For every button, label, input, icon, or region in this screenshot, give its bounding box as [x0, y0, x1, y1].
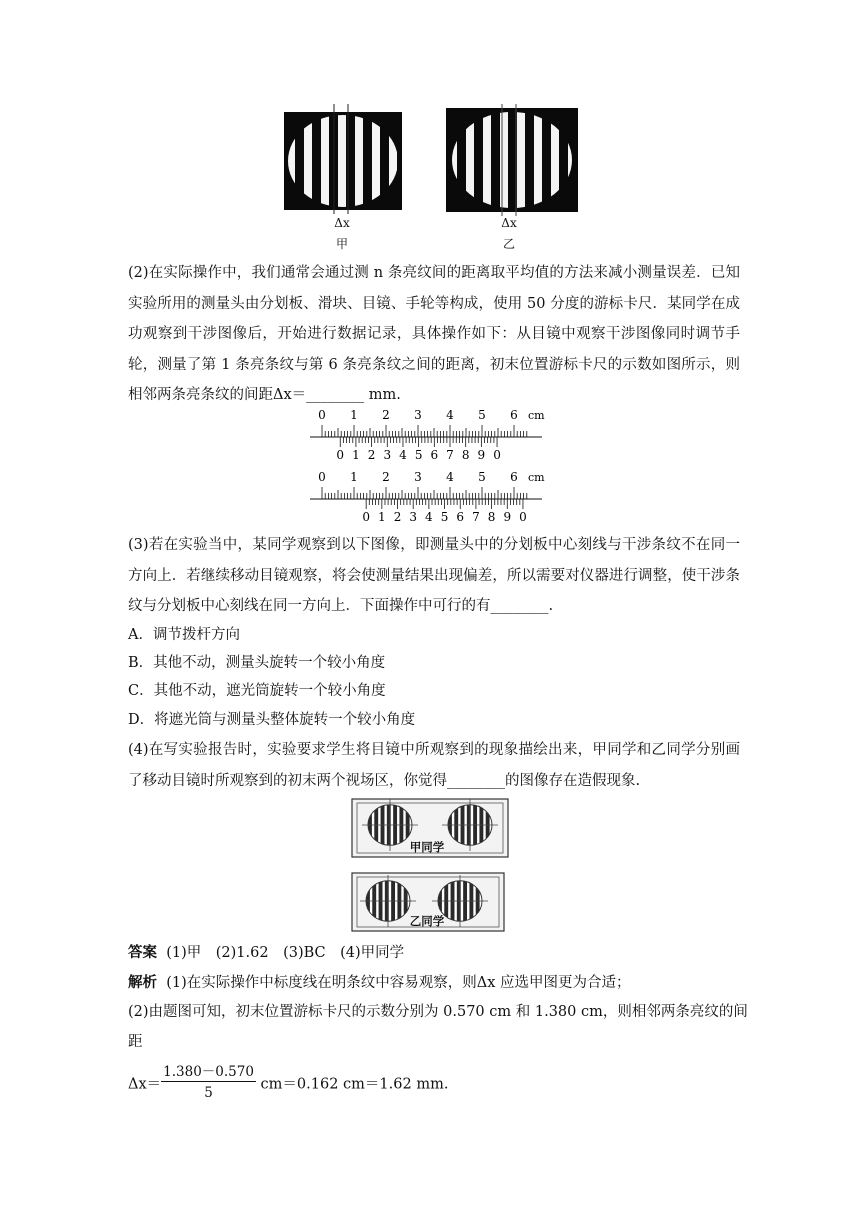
vernier-scale-number: 8	[487, 510, 496, 524]
analysis-line-1	[128, 968, 631, 998]
fringe-figure	[284, 104, 584, 254]
main-scale-number: 6	[510, 470, 518, 484]
main-scale-number: 2	[382, 408, 390, 422]
analysis-text-1: (1)在实际操作中标度线在明条纹中容易观察，则Δx 应选甲图更为合适；	[166, 975, 631, 991]
vernier-scale-number: 4	[399, 448, 407, 462]
analysis-line-2: (2)由题图可知，初末位置游标卡尺的示数分别为 0.570 cm 和 1.380 cm，则相邻两条亮纹的间	[128, 1004, 748, 1020]
caliper-scale-1	[310, 408, 545, 462]
option-c: C．其他不动，遮光筒旋转一个较小角度	[128, 683, 386, 699]
vernier-scale-number: 7	[472, 510, 480, 524]
main-scale-number: 1	[350, 408, 358, 422]
main-scale-number: 4	[446, 470, 454, 484]
main-scale-number: 1	[350, 470, 358, 484]
fringe-image-left	[284, 104, 402, 214]
vernier-scale-number: 7	[446, 448, 454, 462]
main-scale-number: 3	[414, 470, 422, 484]
vernier-scale-number: 3	[409, 510, 418, 524]
vernier-scale-number: 4	[425, 510, 433, 524]
vernier-scale-number: 0	[493, 448, 501, 462]
student-a-label: 甲同学	[409, 840, 445, 854]
main-scale-unit: cm	[528, 409, 545, 422]
vernier-scale-number: 1	[352, 448, 360, 462]
answer-label: 答案	[128, 944, 157, 961]
main-scale-number: 2	[382, 470, 390, 484]
question-4-text: (4)在写实验报告时，实验要求学生将目镜中所观察到的现象描绘出来，甲同学和乙同学分别画了移动目镜时所观察到的初末两个视场区，你觉得________的图像存在造假现象.	[128, 742, 740, 789]
vernier-scale-number: 8	[461, 448, 470, 462]
option-b: B．其他不动，测量头旋转一个较小角度	[128, 655, 386, 671]
question-2-text: (2)在实际操作中，我们通常会通过测 n 条亮纹间的距离取平均值的方法来减小测量误差．已知实验所用的测量头由分划板、滑块、目镜、手轮等构成，使用 50 分度的游标卡尺．某同学在成功观察到干涉图像后，开始进行数据记录，具体操作如下：从目镜中观察干涉图像同时调节手轮，测量了第 1 条亮条纹与第 6 条亮条纹之间的距离，初末位置游标卡尺的示数如图所示，则相邻两条亮条纹的间距Δx＝________ mm.	[128, 265, 740, 403]
vernier-scale-number: 0	[336, 448, 345, 462]
eq-lhs: Δx＝	[128, 1076, 162, 1093]
vernier-scale-number: 6	[430, 448, 439, 462]
option-a: A．调节拨杆方向	[128, 627, 240, 643]
vernier-scale-number: 0	[519, 510, 527, 524]
eq-fraction	[161, 1063, 256, 1104]
caliper-figure	[310, 405, 560, 525]
vernier-scale-number: 6	[456, 510, 465, 524]
main-scale-number: 0	[318, 470, 326, 484]
answer-line	[128, 938, 404, 968]
eq-numerator: 1.380－0.570	[163, 1064, 254, 1080]
main-scale-number: 6	[510, 408, 518, 422]
vernier-scale-number: 1	[378, 510, 386, 524]
option-d: D．将遮光筒与测量头整体旋转一个较小角度	[128, 712, 416, 728]
vernier-scale-number: 2	[393, 510, 402, 524]
analysis-equation	[128, 1064, 448, 1105]
answer-text: (1)甲 (2)1.62 (3)BC (4)甲同学	[166, 945, 405, 961]
main-scale-unit: cm	[528, 471, 545, 484]
vernier-scale-number: 2	[367, 448, 376, 462]
eq-denominator: 5	[204, 1085, 213, 1101]
main-scale-number: 5	[478, 470, 486, 484]
fig1-dx-left: Δx	[334, 216, 350, 230]
main-scale-number: 4	[446, 408, 454, 422]
vernier-scale-number: 5	[440, 510, 449, 524]
main-scale-number: 0	[318, 408, 326, 422]
analysis-line-3: 距	[128, 1034, 143, 1050]
caliper-readings	[310, 405, 560, 525]
caliper-scale-2	[310, 470, 545, 524]
students-figure	[350, 797, 510, 935]
eq-rhs: cm＝0.162 cm＝1.62 mm.	[255, 1076, 449, 1093]
main-scale-number: 5	[478, 408, 486, 422]
analysis-label: 解析	[128, 974, 157, 991]
vernier-scale-number: 3	[383, 448, 392, 462]
fig1-label-right: 乙	[502, 237, 515, 251]
fringe-images	[284, 104, 584, 254]
vernier-scale-number: 5	[414, 448, 423, 462]
fig1-dx-right: Δx	[501, 216, 517, 230]
vernier-scale-number: 9	[477, 448, 486, 462]
fig1-label-left: 甲	[335, 237, 348, 251]
main-scale-number: 3	[414, 408, 422, 422]
fringe-image-right	[446, 104, 578, 216]
question-3-text: (3)若在实验当中，某同学观察到以下图像，即测量头中的分划板中心刻线与干涉条纹不在同一方向上．若继续移动目镜观察，将会使测量结果出现偏差，所以需要对仪器进行调整，使干涉条纹与分划板中心刻线在同一方向上．下面操作中可行的有________.	[128, 537, 740, 614]
vernier-scale-number: 0	[362, 510, 370, 524]
student-b-label: 乙同学	[409, 914, 445, 928]
vernier-scale-number: 9	[503, 510, 512, 524]
